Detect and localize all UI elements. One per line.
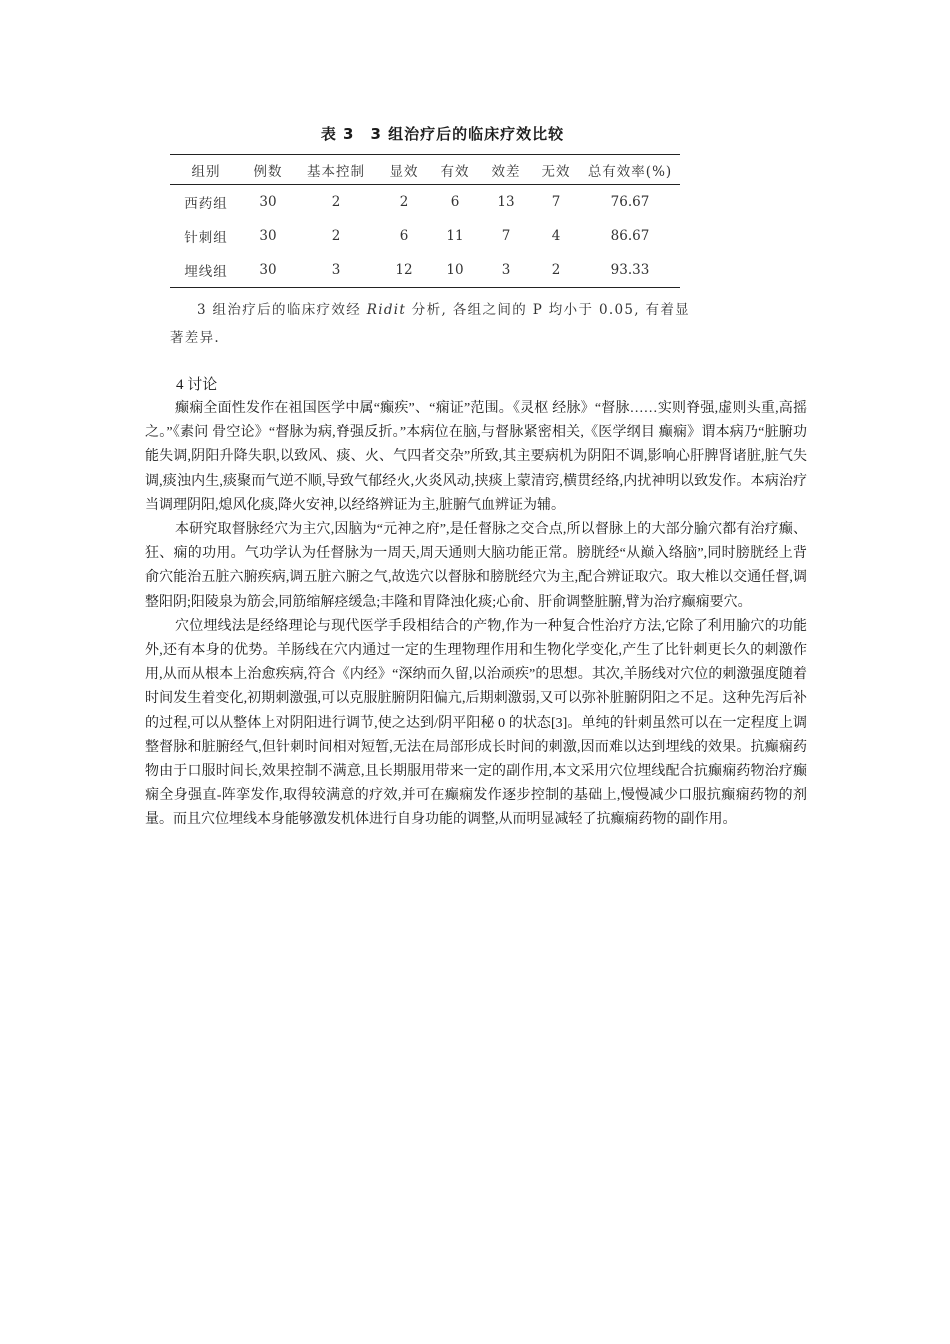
table-cell: 2 [331,228,341,244]
table-note-after: 分析, 各组之间的 P 均小于 0.05, 有着显著差异. [170,302,690,346]
table-cell: 4 [551,228,561,244]
discussion-body [145,397,807,833]
column-header: 总有效率(%) [587,163,673,180]
table-cell: 12 [395,262,413,278]
table-cell: 30 [259,194,277,210]
discussion-paragraph: 本研究取督脉经穴为主穴,因脑为“元神之府”,是任督脉之交合点,所以督脉上的大部分腧穴都有治疗癫、狂、痫的功用。气功学认为任督脉为一周天,周天通则大脑功能正常。膀胱经“从巅入络脑”,同时膀胱经上背俞穴能治五脏六腑疾病,调五脏六腑之气,故选穴以督脉和膀胱经穴为主,配合辨证取穴。取大椎以交通任督,调整阳阴;阳陵泉为筋会,同筋缩解痉缓急;丰隆和胃降浊化痰;心俞、肝俞调整脏腑,臂为治疗癫痫要穴。 [145,522,807,610]
column-header: 基本控制 [307,163,365,180]
table-note-method: Ridit [366,302,407,318]
table-title: 表 3 3 组治疗后的临床疗效比较 [320,125,565,143]
column-header: 显效 [389,163,419,180]
table-cell: 13 [497,194,515,210]
discussion-paragraph: 穴位埋线法是经络理论与现代医学手段相结合的产物,作为一种复合性治疗方法,它除了利用腧穴的功能外,还有本身的优势。羊肠线在穴内通过一定的生理物理作用和生物化学变化,产生了比针刺更长久的刺激作用,从而从根本上治愈疾病,符合《内经》“深纳而久留,以治顽疾”的思想。其次,羊肠线对穴位的刺激强度随着时间发生着变化,初期刺激强,可以克服脏腑阴阳偏亢,后期刺激弱,又可以弥补脏腑阴阳之不足。这种先泻后补的过程,可以从整体上对阴阳进行调节,使之达到/阴平阳秘 0 的状态[3]。单纯的针刺虽然可以在一定程度上调整督脉和脏腑经气,但针刺时间相对短暂,无法在局部形成长时间的刺激,因而难以达到埋线的效果。抗癫痫药物由于口服时间长,效果控制不满意,且长期服用带来一定的副作用,本文采用穴位埋线配合抗癫痫药物治疗癫痫全身强直-阵挛发作,取得较满意的疗效,并可在癫痫发作逐步控制的基础上,慢慢减少口服抗癫痫药物的剂量。而且穴位埋线本身能够激发机体进行自身功能的调整,从而明显减轻了抗癫痫药物的副作用。 [145,618,807,828]
results-table-block [170,122,685,288]
table-header-row [170,155,680,185]
table-cell: 2 [331,194,341,210]
table-cell: 2 [551,262,561,278]
table-row [170,185,680,220]
table-cell: 10 [446,262,464,278]
table-cell: 76.67 [610,194,650,210]
table-cell: 3 [501,262,511,278]
table-cell: 3 [331,262,341,278]
column-header: 有效 [440,163,470,180]
section-heading: 4 讨论 [176,377,218,393]
table-cell: 6 [450,194,460,210]
table-note-before: 3 组治疗后的临床疗效经 [197,302,367,318]
table-row [170,253,680,288]
table-cell: 93.33 [610,262,650,278]
table-row [170,219,680,253]
table-note [170,296,690,352]
table-cell: 30 [259,228,277,244]
table-cell: 针刺组 [184,230,228,246]
table-cell: 11 [446,228,464,244]
table-cell: 86.67 [610,228,650,244]
table-note-paragraph [170,296,690,352]
table-cell: 6 [399,228,409,244]
table-cell: 埋线组 [184,264,228,280]
table-cell: 7 [501,228,511,244]
column-header: 效差 [491,163,521,180]
column-header: 无效 [541,163,571,180]
column-header: 组别 [191,163,221,180]
discussion-paragraph: 癫痫全面性发作在祖国医学中属“癫疾”、“痫证”范围。《灵枢 经脉》“督脉……实则脊强,虚则头重,高摇之。”《素问 骨空论》“督脉为病,脊强反折。”本病位在脑,与督脉紧密相关,《医学纲目 癫痫》谓本病乃“脏腑功能失调,阴阳升降失职,以致风、痰、火、气四者交杂”所致,其主要病机为阴阳不调,影响心肝脾肾诸脏,脏气失调,痰浊内生,痰聚而气逆不顺,导致气郁经火,火炎风动,挟痰上蒙清窍,横贯经络,内扰神明以致发作。本病治疗当调理阴阳,熄风化痰,降火安神,以经络辨证为主,脏腑气血辨证为辅。 [145,401,807,513]
table-cell: 30 [259,262,277,278]
table-cell: 2 [399,194,409,210]
clinical-efficacy-table [170,154,680,288]
column-header: 例数 [253,163,283,180]
table-cell: 7 [551,194,561,210]
table-cell: 西药组 [184,196,228,212]
